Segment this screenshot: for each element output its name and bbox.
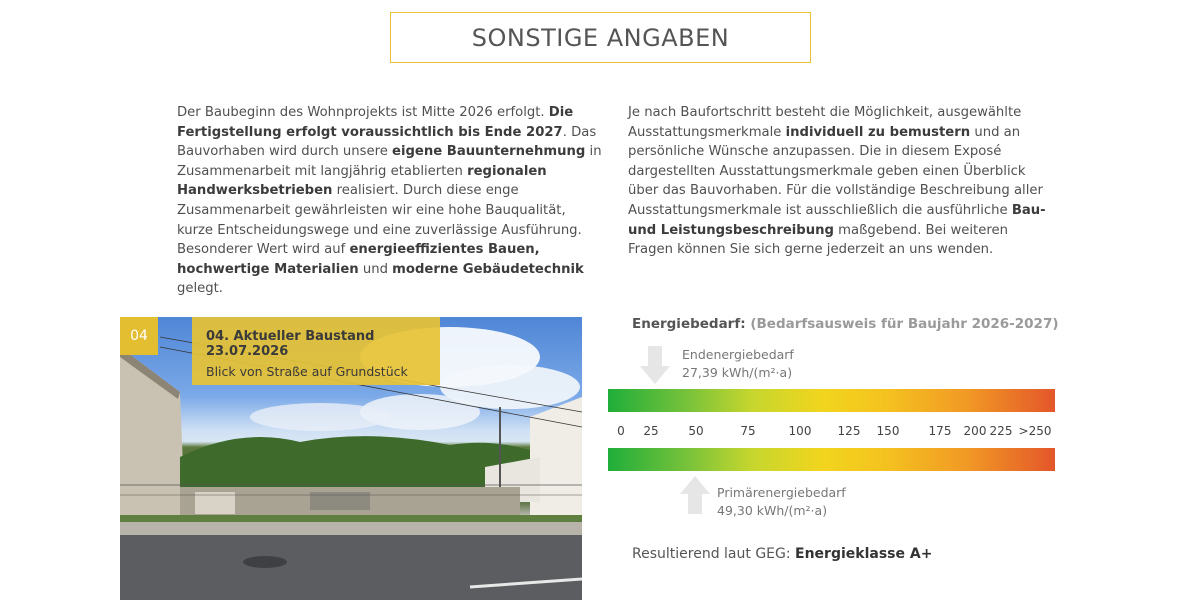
left-bold-3: regionalen Handwerksbetrieben <box>177 163 547 199</box>
section-title-box <box>390 12 811 63</box>
end-energy-arrow-icon <box>640 346 670 386</box>
left-text-5: und <box>358 261 393 277</box>
energy-title: Energiebedarf <box>632 316 741 332</box>
photo-number-badge: 04 <box>120 317 158 355</box>
scale-tick-label: 150 <box>876 424 900 438</box>
primary-energy-label-block <box>717 484 846 520</box>
energy-scale-bar-bottom <box>608 448 1055 471</box>
photo-caption-title: 04. Aktueller Baustand 23.07.2026 <box>206 329 375 359</box>
scale-tick-label: 25 <box>643 424 659 438</box>
left-bold-2: eigene Bauunternehmung <box>392 144 586 160</box>
section-title: SONSTIGE ANGABEN <box>471 23 730 52</box>
left-text-2: . Das Bauvorhaben wird durch unsere <box>177 124 597 160</box>
primary-energy-arrow-icon <box>680 476 710 516</box>
left-text-4: realisiert. Durch diese enge Zusammenarbeit gewährleisten wir eine hohe Bauqualität, kurze Entscheidungswege und eine zuverlässige Ausführung. Besonderer Wert wird auf <box>177 183 582 258</box>
scale-tick-label: 50 <box>688 424 704 438</box>
scale-tick-label: 175 <box>928 424 952 438</box>
end-energy-label: Endenergiebedarf <box>682 347 794 362</box>
left-text-1: Der Baubeginn des Wohnprojekts ist Mitte 2026 erfolgt. <box>177 105 549 120</box>
right-text-2: und an persönliche Wünsche anzupassen. Die in diesem Exposé dargestellten Ausstattungsmerkmale geben einen Überblick über das Bauvorhaben. Für die vollständige Beschreibung aller Ausstattungsmerkmale ist ausschließlich die ausführliche <box>628 124 1043 218</box>
scale-tick-label: 100 <box>788 424 812 438</box>
end-energy-label-block <box>682 346 794 382</box>
right-bold-1: individuell zu bemustern <box>785 124 971 140</box>
scale-tick-label: 75 <box>740 424 756 438</box>
primary-energy-label: Primärenergiebedarf <box>717 485 846 500</box>
left-bold-5: moderne Gebäudetechnik <box>392 261 584 277</box>
energy-heading <box>632 316 1059 332</box>
construction-site-photo <box>120 317 582 600</box>
end-energy-value: 27,39 kWh/(m²·a) <box>682 365 793 380</box>
left-text-6: gelegt. <box>177 281 223 297</box>
right-text-1: Je nach Baufortschritt besteht die Möglichkeit, ausgewählte Ausstattungsmerkmale <box>628 105 1022 140</box>
left-text-3: in Zusammenarbeit mit langjährig etablierten <box>177 144 602 179</box>
right-text-3: maßgebend. Bei weiteren Fragen können Sie sich gerne jederzeit an uns wenden. <box>628 222 1008 258</box>
energy-result-prefix: Resultierend laut GEG: <box>632 546 796 562</box>
energy-subtitle: (Bedarfsausweis für Baujahr 2026-2027) <box>750 316 1059 332</box>
left-bold-1: Die Fertigstellung erfolgt voraussichtlich bis Ende 2027 <box>177 105 574 140</box>
photo-caption <box>192 317 440 385</box>
left-bold-4: energieeffizientes Bauen, hochwertige Materialien <box>177 242 540 277</box>
energy-class: Energieklasse A+ <box>795 546 933 562</box>
energy-scale-bar-top <box>608 389 1055 412</box>
energy-title-separator: : <box>740 316 751 332</box>
scale-tick-label: 200 <box>963 424 987 438</box>
right-text-column <box>628 103 1053 260</box>
scale-tick-label: >250 <box>1018 424 1052 438</box>
scale-tick-label: 125 <box>837 424 861 438</box>
scale-tick-label: 225 <box>989 424 1013 438</box>
left-text-column <box>177 103 602 299</box>
primary-energy-value: 49,30 kWh/(m²·a) <box>717 503 828 518</box>
scale-tick-label: 0 <box>617 424 625 438</box>
photo-caption-subtitle: Blick von Straße auf Grundstück <box>206 364 408 379</box>
energy-result <box>632 546 932 562</box>
right-bold-2: Bau- und Leistungsbeschreibung <box>628 202 1046 238</box>
